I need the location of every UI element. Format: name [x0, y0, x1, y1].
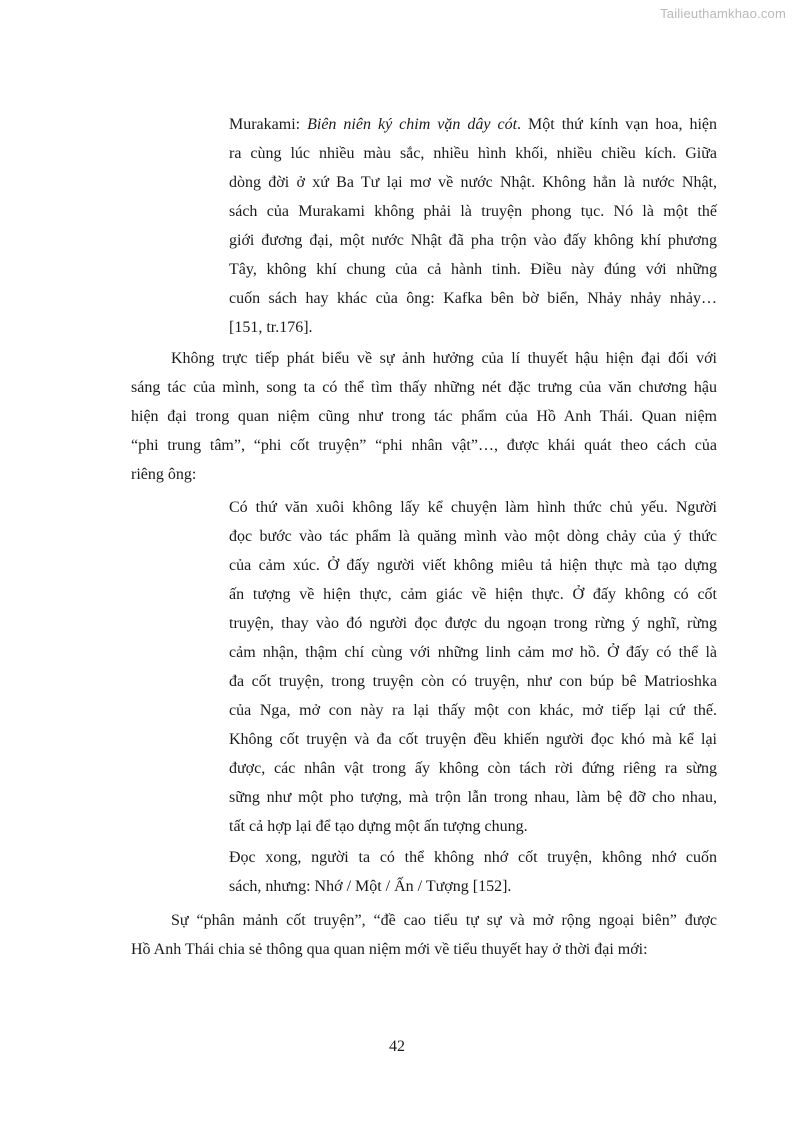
- quote-line: sách, nhưng: Nhớ / Một / Ấn / Tượng [152].: [229, 878, 512, 895]
- quote-ho-anh-thai: [229, 493, 717, 841]
- quote-line: Có thứ văn xuôi không lấy kể chuyện làm hình thức chủ yếu. Người: [229, 499, 717, 516]
- paragraph-line: Sự “phân mảnh cốt truyện”, “đề cao tiểu tự sự và mở rộng ngoại biên” được: [171, 912, 717, 929]
- paragraph-line: Không trực tiếp phát biểu về sự ảnh hưởng của lí thuyết hậu hiện đại đối với: [171, 350, 717, 367]
- quote-line: được, các nhân vật trong ấy không còn tách rời đứng riêng ra sừng: [229, 760, 717, 777]
- quote-line: cảm nhận, thậm chí cùng với những linh cảm mơ hồ. Ở đấy có thể là: [229, 644, 717, 661]
- quote-line: sách của Murakami không phải là truyện phong tục. Nó là một thế: [229, 203, 717, 220]
- quote-line: Murakami: Biên niên ký chim vặn dây cót. Một thứ kính vạn hoa, hiện: [229, 116, 717, 133]
- quote-line: đa cốt truyện, trong truyện còn có truyện, như con búp bê Matrioshka: [229, 673, 717, 690]
- quote-line: Tây, không khí chung của cả hành tinh. Điều này đúng với những: [229, 261, 717, 278]
- quote-line: giới đương đại, một nước Nhật đã pha trộn vào đấy không khí phương: [229, 232, 717, 249]
- body-paragraph-1: [131, 344, 717, 489]
- quote-murakami: [229, 110, 717, 342]
- quote-ho-anh-thai-end: [229, 843, 717, 901]
- watermark: Tailieuthamkhao.com: [660, 6, 786, 21]
- page-number: 42: [389, 1038, 405, 1055]
- quote-line: dòng đời ở xứ Ba Tư lại mơ về nước Nhật. Không hẳn là nước Nhật,: [229, 174, 717, 191]
- book-title-italic: Biên niên ký chim vặn dây cót: [307, 116, 518, 133]
- quote-line: của Nga, mở con này ra lại thấy một con khác, mở tiếp lại cứ thế.: [229, 702, 717, 719]
- quote-line: truyện, thay vào đó người đọc được du ngoạn trong rừng ý nghĩ, rừng: [229, 615, 717, 632]
- quote-line: ra cùng lúc nhiều màu sắc, nhiều hình khối, nhiều chiều kích. Giữa: [229, 145, 717, 162]
- quote-line: cuốn sách hay khác của ông: Kafka bên bờ biển, Nhảy nhảy nhảy…: [229, 290, 717, 307]
- quote-line: Không cốt truyện và đa cốt truyện đều khiến người đọc khó mà kể lại: [229, 731, 717, 748]
- paragraph-line: Hồ Anh Thái chia sẻ thông qua quan niệm mới về tiểu thuyết hay ở thời đại mới:: [131, 941, 648, 958]
- paragraph-line: “phi trung tâm”, “phi cốt truyện” “phi nhân vật”…, được khái quát theo cách của: [131, 437, 717, 454]
- body-paragraph-2: [131, 906, 717, 964]
- quote-line: [151, tr.176].: [229, 319, 313, 336]
- paragraph-line: sáng tác của mình, song ta có thể tìm thấy những nét đặc trưng của văn chương hậu: [131, 379, 717, 396]
- paragraph-line: hiện đại trong quan niệm cũng như trong tác phẩm của Hồ Anh Thái. Quan niệm: [131, 408, 717, 425]
- quote-line: của cảm xúc. Ở đấy người viết không miêu tả hiện thực mà tạo dựng: [229, 557, 717, 574]
- paragraph-line: riêng ông:: [131, 466, 197, 483]
- quote-line: ấn tượng về hiện thực, cảm giác về hiện thực. Ở đấy không có cốt: [229, 586, 717, 603]
- quote-line: sững như một pho tượng, mà trộn lẫn trong nhau, làm bệ đỡ cho nhau,: [229, 789, 717, 806]
- quote-line: tất cả hợp lại để tạo dựng một ấn tượng chung.: [229, 818, 528, 835]
- quote-line: đọc bước vào tác phẩm là quăng mình vào một dòng chảy của ý thức: [229, 528, 717, 545]
- quote-line: Đọc xong, người ta có thể không nhớ cốt truyện, không nhớ cuốn: [229, 849, 717, 866]
